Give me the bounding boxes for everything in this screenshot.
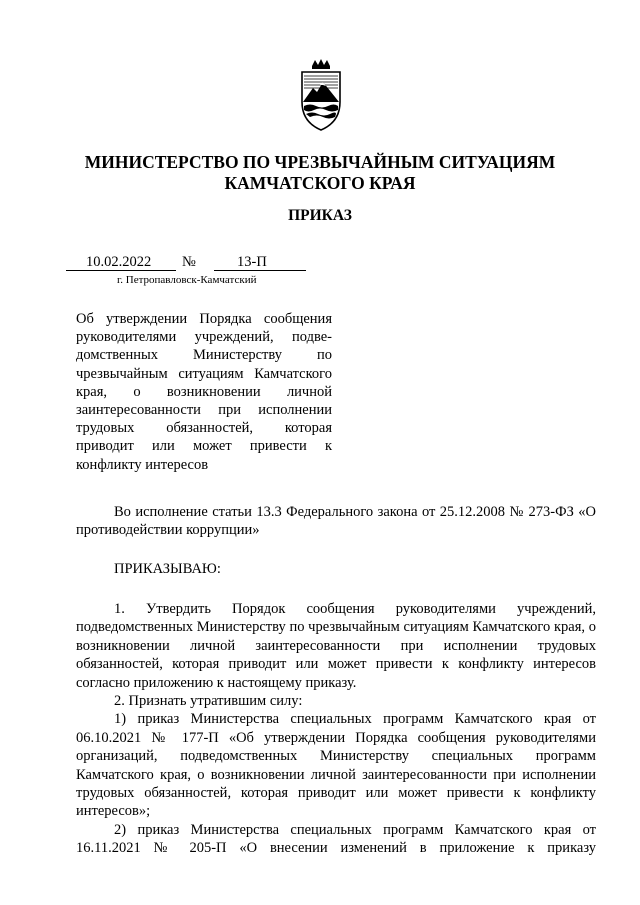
order-number: 13-П (237, 254, 267, 270)
number-underline (214, 270, 306, 271)
city-line: г. Петропавловск-Камчатский (117, 274, 257, 286)
order-directive: ПРИКАЗЫВАЮ: (114, 561, 221, 577)
number-sign: № (182, 254, 196, 270)
legal-basis-paragraph: Во исполнение статьи 13.3 Федерального закона от 25.12.2008 № 273-ФЗ «О противодействии коррупции» (76, 504, 596, 539)
ministry-title-line-1: МИНИСТЕРСТВО ПО ЧРЕЗВЫЧАЙНЫМ СИТУАЦИЯМ (84, 152, 556, 172)
coat-of-arms-icon (299, 58, 343, 132)
date-underline (66, 270, 176, 271)
order-date: 10.02.2022 (86, 254, 152, 270)
order-items (76, 600, 596, 858)
order-item-2-1: 1) приказ Министерства специальных программ Камчатского края от 06.10.2021 № 177-П «Об утверждении Порядка сообщения руководителями организаций, подведомственных Министерству специальных программ Камчатского края, о возникновении личной заинтересованности при исполнении трудовых обязанностей, которая приводит или может привести к конфликту интересов»; (76, 711, 596, 820)
order-subject: Об утверждении Порядка сообщения руководителями учреждений, подве-домственных Министерству по чрезвычайным ситуациям Камчатского края, о возникновении личной заинтересованности при исполнении трудовых обязанностей, которая приводит или может привести к конфликту интересов (76, 311, 332, 473)
document-type: ПРИКАЗ (288, 207, 352, 224)
order-item-2: 2. Признать утратившим силу: (114, 693, 303, 710)
ministry-title-line-2: КАМЧАТСКОГО КРАЯ (224, 173, 416, 193)
order-item-1: 1. Утвердить Порядок сообщения руководителями учреждений, подведомственных Министерству по чрезвычайным ситуациям Камчатского края, о возникновении личной заинтересованности при исполнении трудовых обязанностей, которая приводит или может привести к конфликту интересов согласно приложению к настоящему приказу. (76, 601, 596, 691)
order-item-2-2: 2) приказ Министерства специальных программ Камчатского края от 16.11.2021 № 205-П «О внесении изменений в приложение к приказу (76, 821, 596, 857)
